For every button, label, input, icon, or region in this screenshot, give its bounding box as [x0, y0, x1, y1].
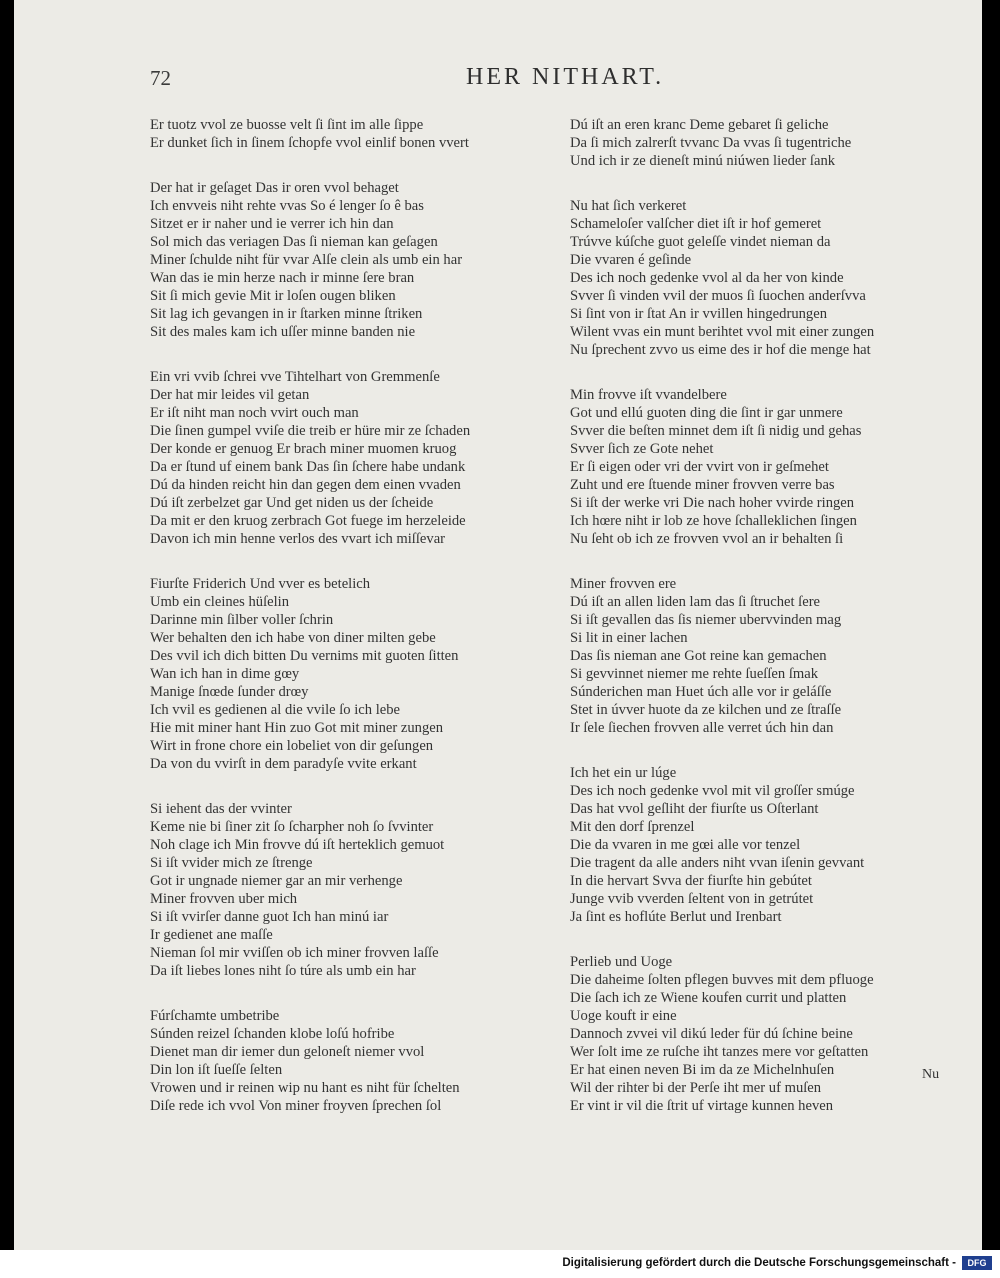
- verse-line: Ir ſele ſiechen frovven alle verret úch hin dan: [570, 720, 834, 736]
- verse-line: Er dunket ſich in ſinem ſchopfe vvol einlif bonen vvert: [150, 135, 469, 151]
- verse-line: Dú da hinden reicht hin dan gegen dem einen vvaden: [150, 477, 461, 493]
- verse-line: Wan ich han in dime gœy: [150, 666, 300, 682]
- verse-line: Da iſt liebes lones niht ſo túre als umb ein har: [150, 963, 416, 979]
- verse-line: Si iſt vvider mich ze ſtrenge: [150, 855, 313, 871]
- left-column: [150, 116, 554, 1142]
- stanza: [150, 575, 554, 773]
- verse-line: Uoge kouft ir eine: [570, 1008, 677, 1024]
- verse-line: Darinne min ſilber voller ſchrin: [150, 612, 334, 628]
- verse-line: Da mit er den kruog zerbrach Got fuege im herzeleide: [150, 513, 466, 529]
- verse-line: Ich het ein ur lúge: [570, 765, 677, 781]
- verse-line: Er tuotz vvol ze buosse velt ſi ſint im alle ſippe: [150, 117, 424, 133]
- verse-line: Die ſinen gumpel vviſe die treib er hüre mir ze ſchaden: [150, 423, 471, 439]
- verse-line: Ich envveis niht rehte vvas So é lenger ſo ê bas: [150, 198, 424, 214]
- stanza: [150, 800, 554, 980]
- stanza: [570, 116, 966, 170]
- verse-line: Da ſi mich zalrerſt tvvanc Da vvas ſi tugentriche: [570, 135, 852, 151]
- footer-bar: [0, 1250, 1000, 1278]
- verse-line: Hie mit miner hant Hin zuo Got mit miner zungen: [150, 720, 444, 736]
- stanza: [570, 197, 966, 359]
- dfg-logo: DFG: [962, 1256, 992, 1270]
- verse-line: Nu hat ſich verkeret: [570, 198, 687, 214]
- verse-line: Manige ſnœde ſunder drœy: [150, 684, 309, 700]
- page-number: 72: [150, 66, 171, 90]
- verse-line: Noh clage ich Min frovve dú iſt herteklich gemuot: [150, 837, 445, 853]
- verse-line: Svver ſi vinden vvil der muos ſi ſuochen anderſvva: [570, 288, 866, 304]
- verse-line: Er iſt niht man noch vvirt ouch man: [150, 405, 359, 421]
- verse-line: Das ſis nieman ane Got reine kan gemachen: [570, 648, 827, 664]
- verse-line: Miner frovven uber mich: [150, 891, 298, 907]
- verse-line: Dú iſt an allen liden lam das ſi ſtruchet ſere: [570, 594, 821, 610]
- verse-line: Die ſach ich ze Wiene koufen currit und platten: [570, 990, 847, 1006]
- stanza: [570, 386, 966, 548]
- verse-line: Wil der rihter bi der Perſe iht mer uf muſen: [570, 1080, 822, 1096]
- stanza: [570, 764, 966, 926]
- verse-line: Si iſt vvirſer danne guot Ich han minú iar: [150, 909, 389, 925]
- verse-line: Fúrſchamte umbetribe: [150, 1008, 280, 1024]
- verse-line: Des vvil ich dich bitten Du vernims mit guoten ſitten: [150, 648, 459, 664]
- verse-line: Fiurſte Friderich Und vver es betelich: [150, 576, 371, 592]
- verse-line: Ich vvil es gedienen al die vvile ſo ich lebe: [150, 702, 401, 718]
- verse-line: Si iſt der werke vri Die nach hoher vvirde ringen: [570, 495, 855, 511]
- verse-line: Sol mich das veriagen Das ſi nieman kan geſagen: [150, 234, 438, 250]
- verse-line: Sitzet er ir naher und ie verrer ich hin dan: [150, 216, 394, 232]
- verse-line: Die tragent da alle anders niht vvan iſenin gevvant: [570, 855, 865, 871]
- verse-line: Got und ellú guoten ding die ſint ir gar unmere: [570, 405, 843, 421]
- stanza: [570, 575, 966, 737]
- stanza: [150, 1007, 554, 1115]
- verse-line: Dú iſt zerbelzet gar Und get niden us der ſcheide: [150, 495, 434, 511]
- verse-line: Din lon iſt ſueſſe ſelten: [150, 1062, 283, 1078]
- verse-line: Nu ſprechent zvvo us eime des ir hof die menge hat: [570, 342, 871, 358]
- verse-line: Wer ſolt ime ze ruſche iht tanzes mere vor geſtatten: [570, 1044, 869, 1060]
- verse-line: Schameloſer valſcher diet iſt ir hof gemeret: [570, 216, 822, 232]
- verse-line: Die daheime ſolten pflegen buvves mit dem pfluoge: [570, 972, 874, 988]
- verse-line: Dienet man dir iemer dun geloneſt niemer vvol: [150, 1044, 425, 1060]
- verse-line: Der hat ir geſaget Das ir oren vvol behaget: [150, 180, 399, 196]
- stanza: [150, 116, 554, 152]
- stanza: [150, 179, 554, 341]
- verse-line: In die hervart Svva der fiurſte hin gebútet: [570, 873, 812, 889]
- verse-line: Perlieb und Uoge: [570, 954, 673, 970]
- verse-line: Wer behalten den ich habe von diner milten gebe: [150, 630, 436, 646]
- verse-line: Davon ich min henne verlos des vvart ich miſſevar: [150, 531, 446, 547]
- stanza: [570, 953, 966, 1115]
- verse-line: Er hat einen neven Bi im da ze Michelnhuſen: [570, 1062, 835, 1078]
- running-head: HER NITHART.: [466, 64, 665, 90]
- verse-line: Dú iſt an eren kranc Deme gebaret ſi geliche: [570, 117, 829, 133]
- verse-line: Got ir ungnade niemer gar an mir verhenge: [150, 873, 403, 889]
- verse-line: Des ich noch gedenke vvol mit vil groſſer smúge: [570, 783, 855, 799]
- verse-line: Vrowen und ir reinen wip nu hant es niht für ſchelten: [150, 1080, 460, 1096]
- verse-line: Wan das ie min herze nach ir minne ſere bran: [150, 270, 415, 286]
- right-column: [570, 116, 966, 1142]
- verse-line: Si gevvinnet niemer me rehte ſueſſen ſmak: [570, 666, 819, 682]
- verse-line: Súnderichen man Huet úch alle vor ir geláſſe: [570, 684, 832, 700]
- verse-line: Wirt in frone chore ein lobeliet von dir geſungen: [150, 738, 434, 754]
- verse-line: Das hat vvol geſliht der fiurſte us Oſterlant: [570, 801, 819, 817]
- verse-line: Er vint ir vil die ſtrit uf virtage kunnen heven: [570, 1098, 834, 1114]
- verse-line: Der konde er genuog Er brach miner muomen kruog: [150, 441, 457, 457]
- verse-line: Mit den dorf ſprenzel: [570, 819, 695, 835]
- stanza: [150, 368, 554, 548]
- verse-line: Die da vvaren in me gœi alle vor tenzel: [570, 837, 801, 853]
- verse-line: Dannoch zvvei vil dikú leder für dú ſchine beine: [570, 1026, 853, 1042]
- verse-line: Svver die beſten minnet dem iſt ſi nidig und gehas: [570, 423, 862, 439]
- funding-notice: Digitalisierung gefördert durch die Deutsche Forschungsgemeinschaft -: [562, 1257, 956, 1269]
- verse-line: Des ich noch gedenke vvol al da her von kinde: [570, 270, 844, 286]
- verse-line: Ir gedienet ane maſſe: [150, 927, 273, 943]
- verse-line: Si iehent das der vvinter: [150, 801, 292, 817]
- verse-line: Da von du vvirſt in dem paradyſe vvite erkant: [150, 756, 417, 772]
- verse-line: Diſe rede ich vvol Von miner froyven ſprechen ſol: [150, 1098, 442, 1114]
- verse-line: Miner ſchulde niht für vvar Alſe clein als umb ein har: [150, 252, 463, 268]
- verse-line: Sit ſi mich gevie Mit ir loſen ougen bliken: [150, 288, 396, 304]
- verse-line: Trúvve kúſche guot geleſſe vindet nieman da: [570, 234, 831, 250]
- verse-line: Si ſint von ir ſtat An ir vvillen hingedrungen: [570, 306, 827, 322]
- verse-line: Si iſt gevallen das ſis niemer ubervvinden mag: [570, 612, 842, 628]
- verse-line: Die vvaren é geſinde: [570, 252, 692, 268]
- verse-line: Ja ſint es hoflúte Berlut und Irenbart: [570, 909, 782, 925]
- verse-line: Und ich ir ze dieneſt minú niúwen lieder ſank: [570, 153, 836, 169]
- verse-line: Si lit in einer lachen: [570, 630, 688, 646]
- verse-line: Svver ſich ze Gote nehet: [570, 441, 714, 457]
- verse-line: Stet in úvver huote da ze kilchen und ze ſtraſſe: [570, 702, 842, 718]
- verse-line: Min frovve iſt vvandelbere: [570, 387, 727, 403]
- verse-line: Er ſi eigen oder vri der vvirt von ir geſmehet: [570, 459, 829, 475]
- catchword: Nu: [922, 1067, 940, 1082]
- verse-line: Wilent vvas ein munt berihtet vvol mit einer zungen: [570, 324, 875, 340]
- verse-line: Sit lag ich gevangen in ir ſtarken minne ſtriken: [150, 306, 423, 322]
- verse-line: Sit des males kam ich uſſer minne banden nie: [150, 324, 416, 340]
- verse-line: Junge vvib vverden ſeltent von in getrútet: [570, 891, 814, 907]
- verse-line: Súnden reizel ſchanden klobe loſú hofribe: [150, 1026, 395, 1042]
- verse-line: Nu ſeht ob ich ze frovven vvol an ir behalten ſi: [570, 531, 844, 547]
- verse-line: Nieman ſol mir vviſſen ob ich miner frovven laſſe: [150, 945, 439, 961]
- verse-line: Der hat mir leides vil getan: [150, 387, 310, 403]
- verse-line: Ein vri vvib ſchrei vve Tihtelhart von Gremmenſe: [150, 369, 440, 385]
- verse-line: Miner frovven ere: [570, 576, 677, 592]
- verse-line: Umb ein cleines hüſelin: [150, 594, 290, 610]
- verse-line: Da er ſtund uf einem bank Das ſin ſchere habe undank: [150, 459, 466, 475]
- verse-line: Keme nie bi ſiner zit ſo ſcharpher noh ſo ſvvinter: [150, 819, 434, 835]
- verse-line: Ich hœre niht ir lob ze hove ſchalleklichen ſingen: [570, 513, 857, 529]
- verse-line: Zuht und ere ſtuende miner frovven verre bas: [570, 477, 835, 493]
